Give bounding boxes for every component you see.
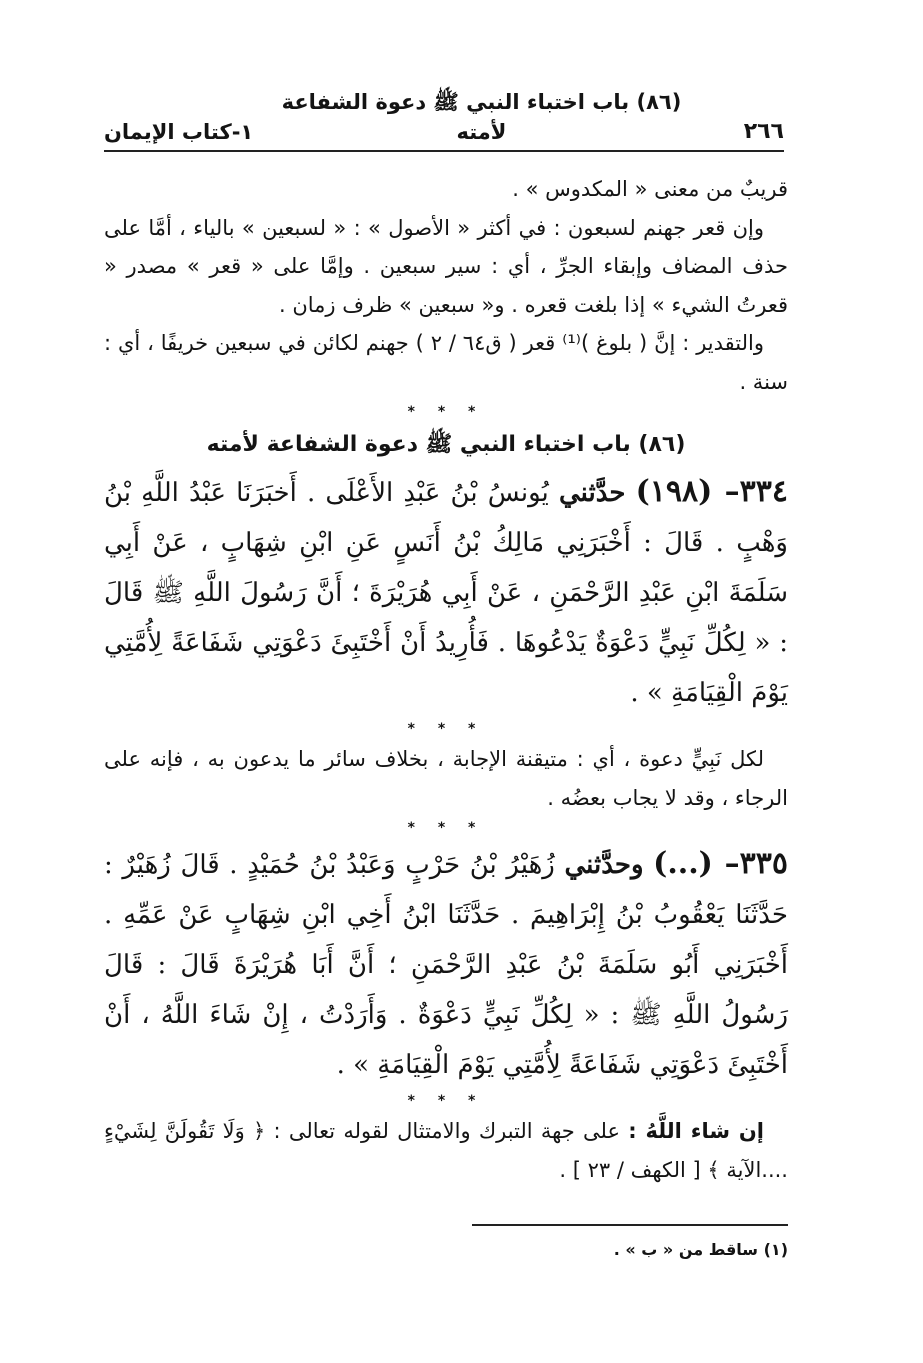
commentary-paragraph: والتقدير : إنَّ ( بلوغ )⁽¹⁾ قعر ( ق٦٤ / ٢ ) جهنم لكائن في سبعين خريفًا ، أي : سنة .	[104, 331, 788, 394]
header-book-title: ١-كتاب الإيمان	[104, 120, 254, 144]
commentary-lead: إن شاء اللَّهُ :	[628, 1119, 764, 1143]
commentary-text: على جهة التبرك والامتثال لقوله تعالى : ﴿ وَلَا تَقُولَنَّ لِشَيْءٍ ....الآية ﴾ [ الكهف / ٢٣ ] .	[104, 1119, 788, 1182]
header-chapter-title: (٨٦) باب اختباء النبي ﷺ دعوة الشفاعة لأمته	[281, 90, 682, 144]
hadith-number: ٣٣٤– (١٩٨)	[635, 474, 789, 509]
commentary-paragraph: وإن قعر جهنم لسبعون : في أكثر « الأصول » : « لسبعين » بالياء ، أمَّا على حذف المضاف وإبقاء الجرِّ ، أي : سير سبعين . وإمَّا على « قعر » مصدر « قعرتُ الشيء » إذا بلغت قعره . و« سبعين » ظرف زمان .	[104, 215, 788, 317]
page-number: ٢٦٦	[743, 119, 784, 144]
commentary-paragraph	[104, 1112, 788, 1189]
footnote: (١) ساقط من « ب » .	[613, 1240, 788, 1259]
section-divider: * * *	[407, 1093, 485, 1109]
section-divider: * * *	[407, 404, 485, 420]
hadith-335	[104, 839, 788, 1090]
hadith-text: يُونسُ بْنُ عَبْدِ الأَعْلَى . أَخبَرَنَا عَبْدُ اللَّهِ بْنُ وَهْبٍ . قَالَ : أَخْبَرَنِي مَالِكُ بْنُ أَنَسٍ عَنِ ابْنِ شِهَابٍ ، عَنْ أَبِي سَلَمَةَ ابْنِ عَبْدِ الرَّحْمَنِ ، عَنْ أَبِي هُرَيْرَةَ ؛ أَنَّ رَسُولَ اللَّهِ ﷺ قَالَ : « لِكُلِّ نَبِيٍّ دَعْوَةٌ يَدْعُوهَا . فَأُرِيدُ أَنْ أَخْتَبِئَ دَعْوَتِي شَفَاعَةً لِأُمَّتِي يَوْمَ الْقِيَامَةِ » .	[104, 478, 788, 708]
hadith-text: زُهَيْرُ بْنُ حَرْبٍ وَعَبْدُ بْنُ حُمَيْدٍ . قَالَ زُهَيْرٌ : حَدَّثَنَا يَعْقُوبُ بْنُ إِبْرَاهِيمَ . حَدَّثَنَا ابْنُ أَخِي ابْنِ شِهَابٍ عَنْ عَمِّهِ . أَخْبَرَنِي أَبُو سَلَمَةَ بْنُ عَبْدِ الرَّحْمَنِ ؛ أَنَّ أَبَا هُرَيْرَةَ قَالَ : قَالَ رَسُولُ اللَّهِ ﷺ : « لِكُلِّ نَبِيٍّ دَعْوَةٌ . وَأَرَدْتُ ، إِنْ شَاءَ اللَّهُ ، أَنْ أَخْتَبِئَ دَعْوَتِي شَفَاعَةً لِأُمَّتِي يَوْمَ الْقِيَامَةِ » .	[104, 850, 788, 1080]
commentary-paragraph: قريبٌ من معنى « المكدوس » .	[512, 177, 788, 201]
section-divider: * * *	[407, 721, 485, 737]
hadith-number: ٣٣٥– (...)	[653, 846, 789, 881]
commentary-paragraph: لكل نَبِيٍّ دعوة ، أي : متيقنة الإجابة ، بخلاف سائر ما يدعون به ، فإنه على الرجاء ، وقد لا يجاب بعضُه .	[104, 747, 788, 810]
page-body	[104, 170, 788, 1189]
section-divider: * * *	[407, 820, 485, 836]
hadith-lead: وحدَّثني	[564, 850, 644, 880]
hadith-334	[104, 467, 788, 718]
chapter-heading: (٨٦) باب اختباء النبي ﷺ دعوة الشفاعة لأمته	[206, 432, 686, 457]
running-header	[104, 90, 784, 152]
hadith-lead: حدَّثني	[558, 478, 626, 508]
footnote-separator	[472, 1224, 788, 1226]
